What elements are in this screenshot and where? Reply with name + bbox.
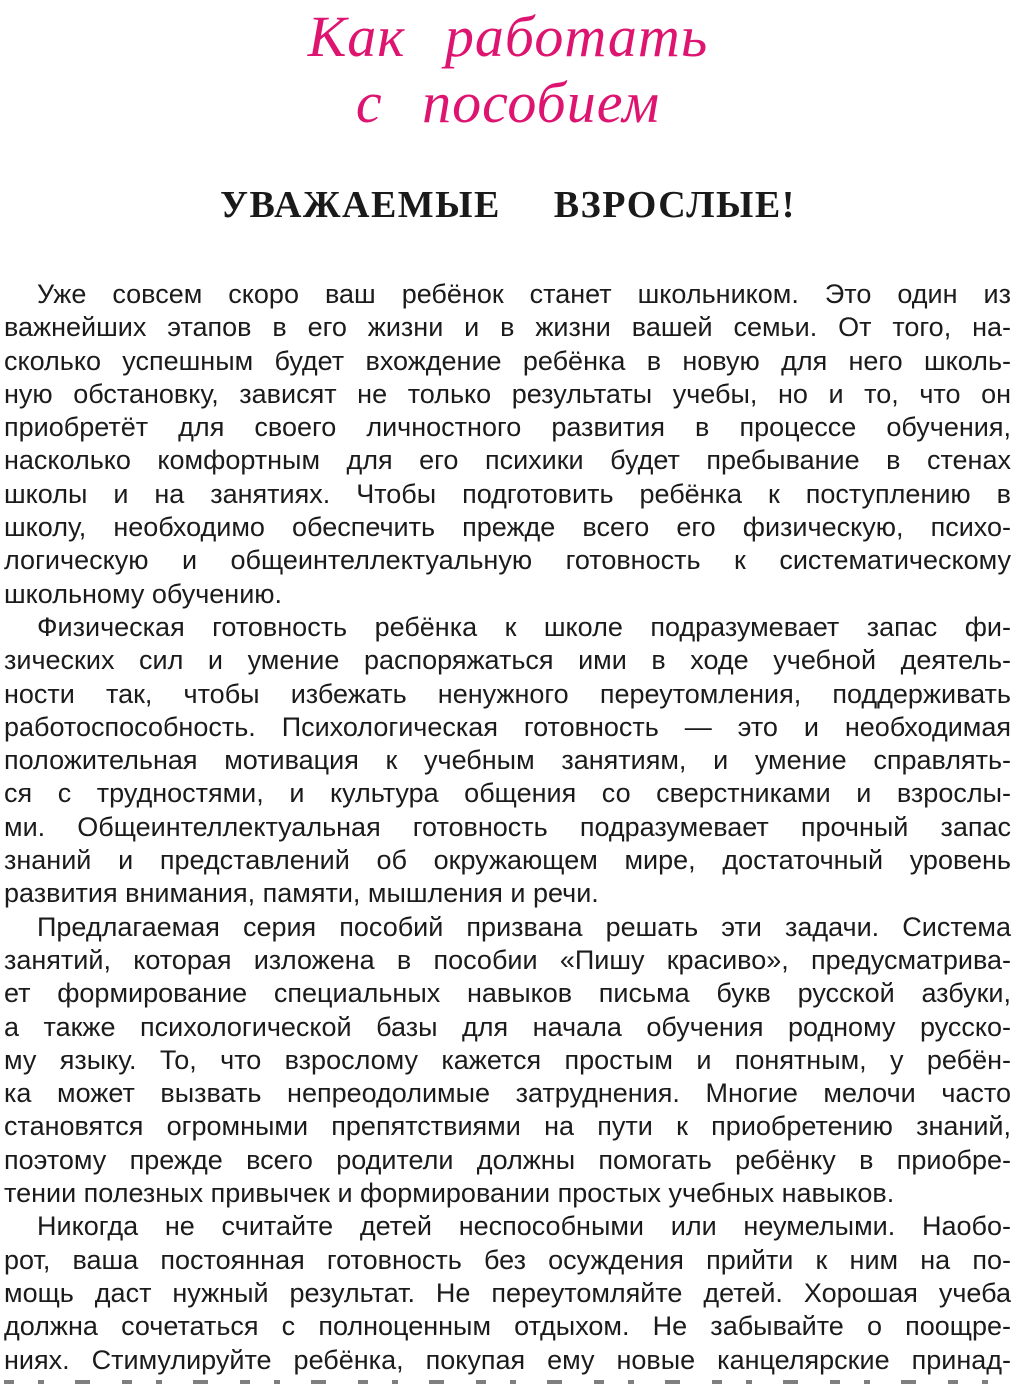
text-line: му языку. То, что взрослому кажется простым и понятным, у ребён-: [4, 1044, 1011, 1075]
text-line: Уже совсем скоро ваш ребёнок станет школьником. Это один из: [37, 279, 1011, 309]
paragraph: [4, 1210, 1011, 1376]
paragraph: [4, 911, 1011, 1211]
text-line: тении полезных привычек и формировании простых учебных навыков.: [4, 1178, 895, 1209]
text-line: школы и на занятиях. Чтобы подготовить ребёнка к поступлению в: [4, 478, 1011, 509]
text-line: ет формирование специальных навыков письма букв русской азбуки,: [4, 978, 1011, 1009]
text-line: ную обстановку, зависят не только результаты учебы, но и то, что он: [4, 378, 1011, 409]
text-line: Физическая готовность ребёнка к школе подразумевает запас фи-: [37, 611, 1011, 642]
text-line: знаний и представлений об окружающем мире, достаточный уровень: [4, 845, 1011, 876]
text-line: положительная мотивация к учебным занятиям, и умение справлять-: [4, 745, 1011, 776]
text-line: важнейших этапов в его жизни и в жизни вашей семьи. От того, на-: [4, 312, 1011, 343]
body-text: [4, 278, 1011, 1377]
text-line: логическую и общеинтеллектуальную готовность к систематическому: [4, 545, 1011, 576]
text-line: а также психологической базы для начала обучения родному русско-: [4, 1011, 1011, 1042]
section-heading: УВАЖАЕМЫЕ ВЗРОСЛЫЕ!: [220, 184, 796, 226]
text-line: ниях. Стимулируйте ребёнка, покупая ему новые канцелярские принад-: [4, 1344, 1011, 1375]
text-line: мощь даст нужный результат. Не переутомляйте детей. Хорошая учеба: [4, 1277, 1011, 1308]
text-line: школьному обучению.: [4, 578, 283, 609]
paragraph: [4, 278, 1011, 611]
text-line: школу, необходимо обеспечить прежде всего его физическую, психо-: [4, 512, 1011, 543]
text-line: занятий, которая изложена в пособии «Пишу красиво», предусматрива-: [4, 944, 1011, 975]
text-line: поэтому прежде всего родители должны помогать ребёнку в приобре-: [4, 1144, 1011, 1175]
text-line: рот, ваша постоянная готовность без осуждения прийти к ним на по-: [4, 1244, 1011, 1275]
text-line: сколько успешным будет вхождение ребёнка в новую для него школь-: [4, 345, 1011, 376]
clipped-line-remnant: [4, 1380, 1011, 1384]
text-line: должна сочетаться с полноценным отдыхом. Не забывайте о поощре-: [4, 1311, 1011, 1342]
text-line: ности так, чтобы избежать ненужного переутомления, поддерживать: [4, 678, 1011, 709]
paragraph: [4, 611, 1011, 911]
page-title: [0, 0, 1016, 136]
text-line: Никогда не считайте детей неспособными или неумелыми. Наобо-: [37, 1211, 1011, 1242]
text-line: ми. Общеинтеллектуальная готовность подразумевает прочный запас: [4, 811, 1011, 842]
text-line: работоспособность. Психологическая готовность — это и необходимая: [4, 711, 1011, 742]
text-line: становятся огромными препятствиями на пути к приобретению знаний,: [4, 1111, 1011, 1142]
text-line: ся с трудностями, и культура общения со сверстниками и взрослы-: [4, 778, 1011, 809]
title-line: Как работать: [307, 4, 709, 69]
text-line: ка может вызвать непреодолимые затруднения. Многие мелочи часто: [4, 1078, 1011, 1109]
text-line: развития внимания, памяти, мышления и речи.: [4, 878, 599, 909]
text-line: насколько комфортным для его психики будет пребывание в стенах: [4, 445, 1011, 476]
text-line: зических сил и умение распоряжаться ими в ходе учебной деятель-: [4, 645, 1011, 676]
text-line: приобретёт для своего личностного развития в процессе обучения,: [4, 412, 1011, 443]
title-line: с пособием: [355, 70, 661, 135]
text-line: Предлагаемая серия пособий призвана решать эти задачи. Система: [37, 911, 1011, 942]
